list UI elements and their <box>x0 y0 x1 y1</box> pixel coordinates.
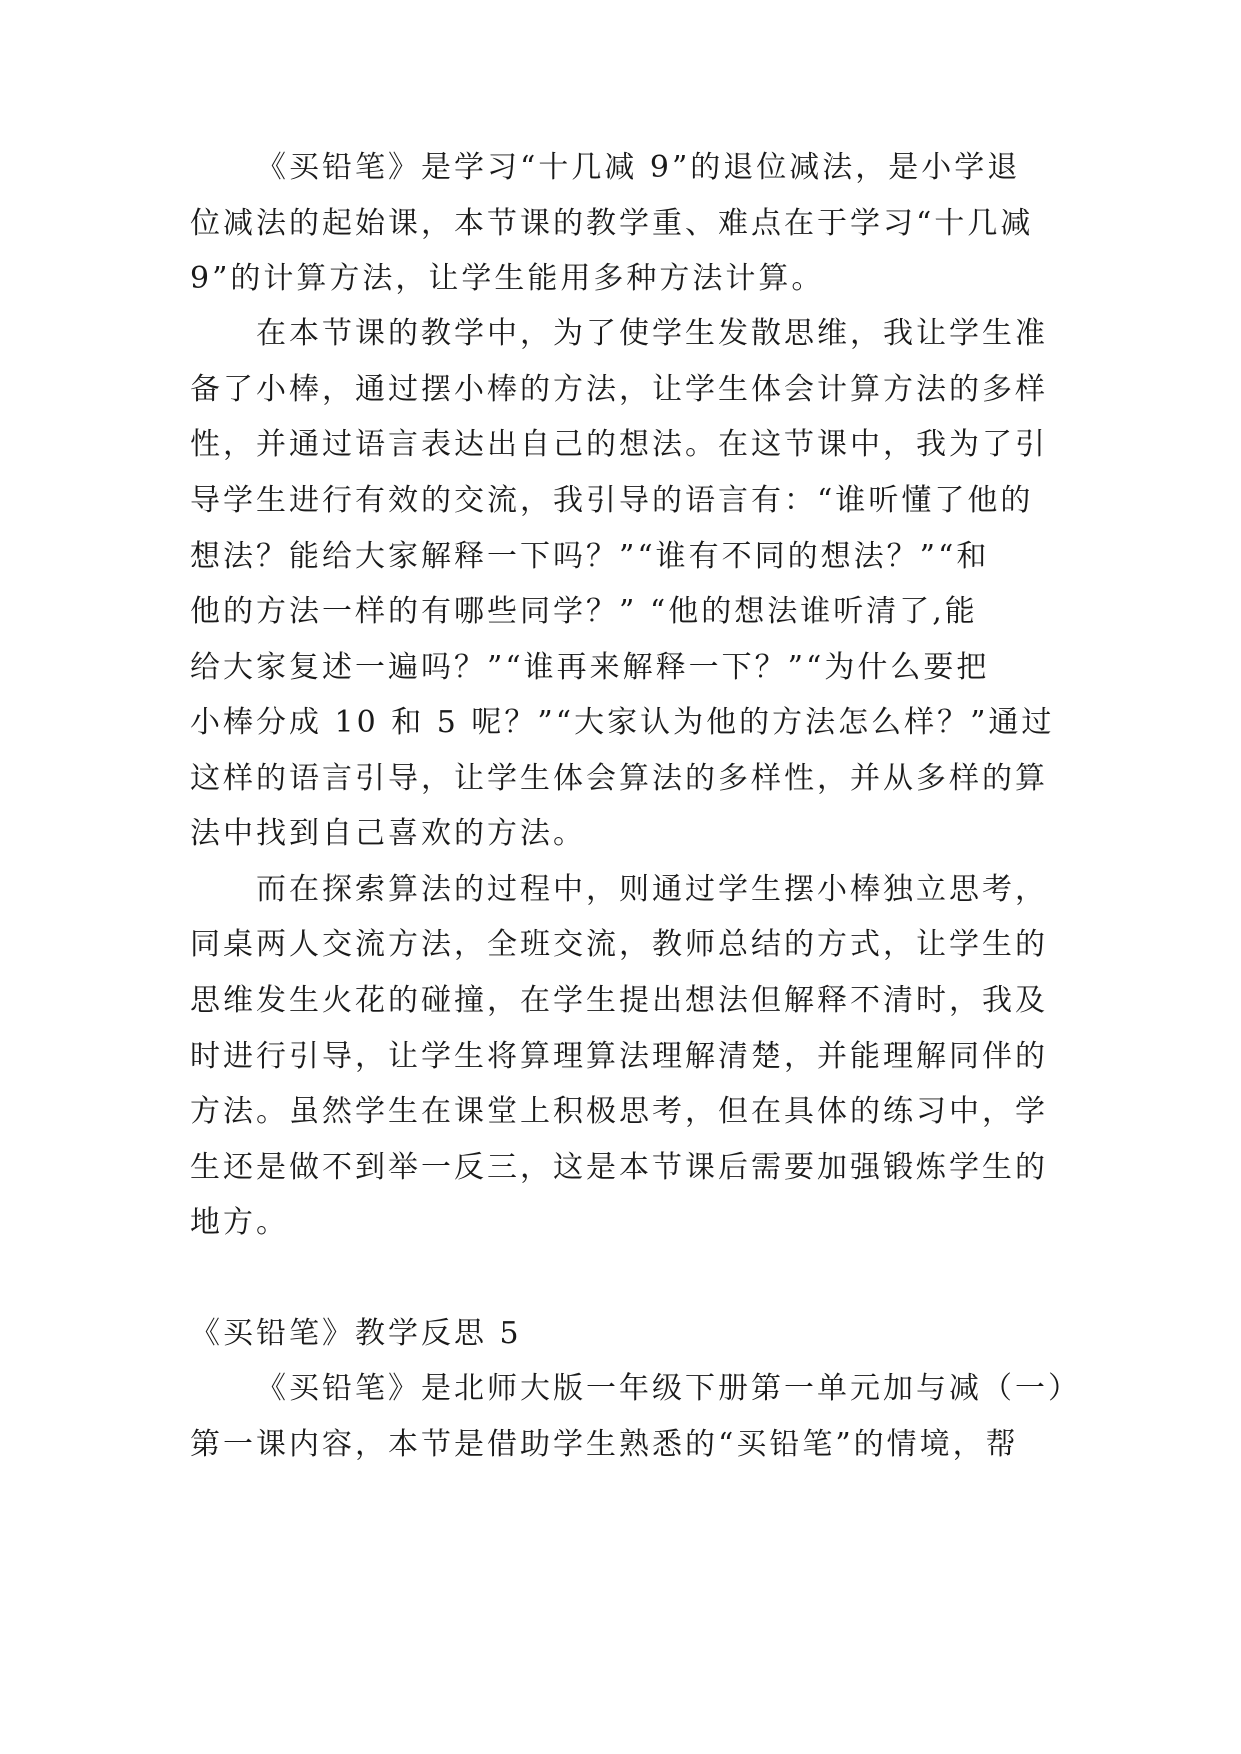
text-line: 导学生进行有效的交流，我引导的语言有：“谁听懂了他的 <box>190 483 1034 518</box>
text-line: 地方。 <box>190 1205 289 1240</box>
text-line: 同桌两人交流方法，全班交流，教师总结的方式，让学生的 <box>190 927 1048 962</box>
text-line: 《买铅笔》是北师大版一年级下册第一单元加与减（一） <box>256 1371 1081 1406</box>
text-line: 想法？能给大家解释一下吗？”“谁有不同的想法？”“和 <box>190 539 990 574</box>
text-line: 他的方法一样的有哪些同学？” “他的想法谁听清了,能 <box>190 594 978 629</box>
text-line: 法中找到自己喜欢的方法。 <box>190 816 586 851</box>
text-line: 方法。虽然学生在课堂上积极思考，但在具体的练习中，学 <box>190 1094 1048 1129</box>
text-line: 在本节课的教学中，为了使学生发散思维，我让学生准 <box>256 316 1048 351</box>
text-line: 备了小棒，通过摆小棒的方法，让学生体会计算方法的多样 <box>190 372 1048 407</box>
text-line: 第一课内容，本节是借助学生熟悉的“买铅笔”的情境，帮 <box>190 1427 1019 1462</box>
text-line: 思维发生火花的碰撞，在学生提出想法但解释不清时，我及 <box>190 983 1048 1018</box>
section-heading: 《买铅笔》教学反思 5 <box>190 1316 522 1351</box>
text-line: 小棒分成 10 和 5 呢？”“大家认为他的方法怎么样？”通过 <box>190 705 1055 740</box>
text-line: 生还是做不到举一反三，这是本节课后需要加强锻炼学生的 <box>190 1150 1048 1185</box>
text-line: 时进行引导，让学生将算理算法理解清楚，并能理解同伴的 <box>190 1039 1048 1074</box>
text-line: 给大家复述一遍吗？”“谁再来解释一下？”“为什么要把 <box>190 650 990 685</box>
text-line: 性，并通过语言表达出自己的想法。在这节课中，我为了引 <box>190 427 1048 462</box>
text-line: 这样的语言引导，让学生体会算法的多样性，并从多样的算 <box>190 761 1048 796</box>
text-line: 而在探索算法的过程中，则通过学生摆小棒独立思考， <box>256 872 1048 907</box>
text-line: 位减法的起始课，本节课的教学重、难点在于学习“十几减 <box>190 206 1034 241</box>
text-line: 《买铅笔》是学习“十几减 9”的退位减法，是小学退 <box>256 150 1021 185</box>
text-line: 9”的计算方法，让学生能用多种方法计算。 <box>190 261 825 296</box>
